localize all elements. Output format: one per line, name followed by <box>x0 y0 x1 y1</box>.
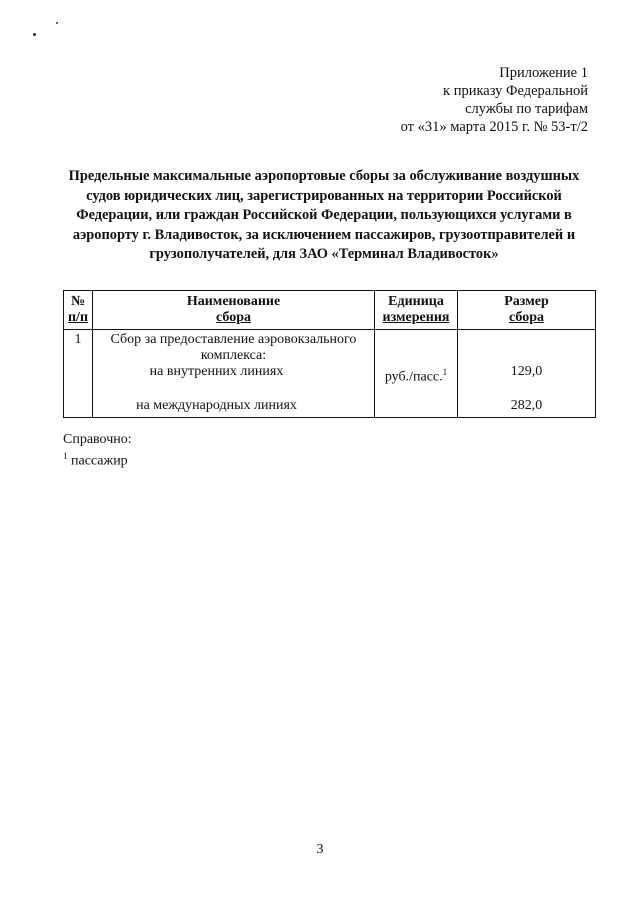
appendix-line: от «31» марта 2015 г. № 53-т/2 <box>400 119 588 135</box>
title-line: Предельные максимальные аэропортовые сборы за обслуживание воздушных <box>68 168 580 184</box>
table-row <box>64 330 596 418</box>
international-value: 282,0 <box>510 398 543 413</box>
header-text: измерения <box>382 310 450 325</box>
reference-label: Справочно: <box>63 432 132 447</box>
header-text: сбора <box>216 310 251 325</box>
footnote-text: пассажир <box>71 453 128 469</box>
table-header-row <box>64 291 596 330</box>
header-size <box>458 291 596 330</box>
reference-note <box>63 432 132 470</box>
scan-speck <box>33 33 36 36</box>
appendix-header <box>401 64 588 136</box>
header-text: п/п <box>67 310 89 325</box>
title-line: Федерации, или граждан Российской Федерации, пользующихся услугами в <box>76 207 572 223</box>
header-name <box>93 291 375 330</box>
fee-name-line: Сбор за предоставление аэровокзального <box>110 332 357 347</box>
header-text: Размер <box>504 294 549 309</box>
document-title <box>60 167 588 265</box>
domestic-value: 129,0 <box>510 364 543 379</box>
title-line: грузополучателей, для ЗАО «Терминал Владивосток» <box>149 246 499 262</box>
appendix-line: службы по тарифам <box>465 101 588 117</box>
row-number: 1 <box>64 330 93 418</box>
scan-speck <box>56 22 58 24</box>
fees-table <box>63 290 596 418</box>
header-text: сбора <box>509 310 544 325</box>
page-number: 3 <box>316 842 324 857</box>
header-text: Единица <box>388 294 444 309</box>
row-unit <box>375 330 458 418</box>
title-line: аэропорту г. Владивосток, за исключением пассажиров, грузоотправителей и <box>72 226 576 243</box>
footnote-mark: 1 <box>63 451 68 461</box>
header-text: № <box>70 294 86 309</box>
footnote <box>63 448 132 470</box>
unit-footnote-mark: 1 <box>442 367 448 377</box>
unit-text: руб./пасс. <box>384 369 443 385</box>
appendix-line: к приказу Федеральной <box>443 83 588 99</box>
row-fee-name <box>93 330 375 418</box>
row-size <box>458 330 596 418</box>
appendix-line: Приложение 1 <box>499 65 588 81</box>
header-number <box>64 291 93 330</box>
fee-name-line: комплекса: <box>200 348 267 363</box>
title-line: судов юридических лиц, зарегистрированных на территории Российской <box>86 187 562 204</box>
header-text: Наименование <box>186 294 281 309</box>
fee-domestic-label: на внутренних линиях <box>149 364 284 379</box>
fee-international-label: на международных линиях <box>136 398 297 413</box>
header-unit <box>375 291 458 330</box>
